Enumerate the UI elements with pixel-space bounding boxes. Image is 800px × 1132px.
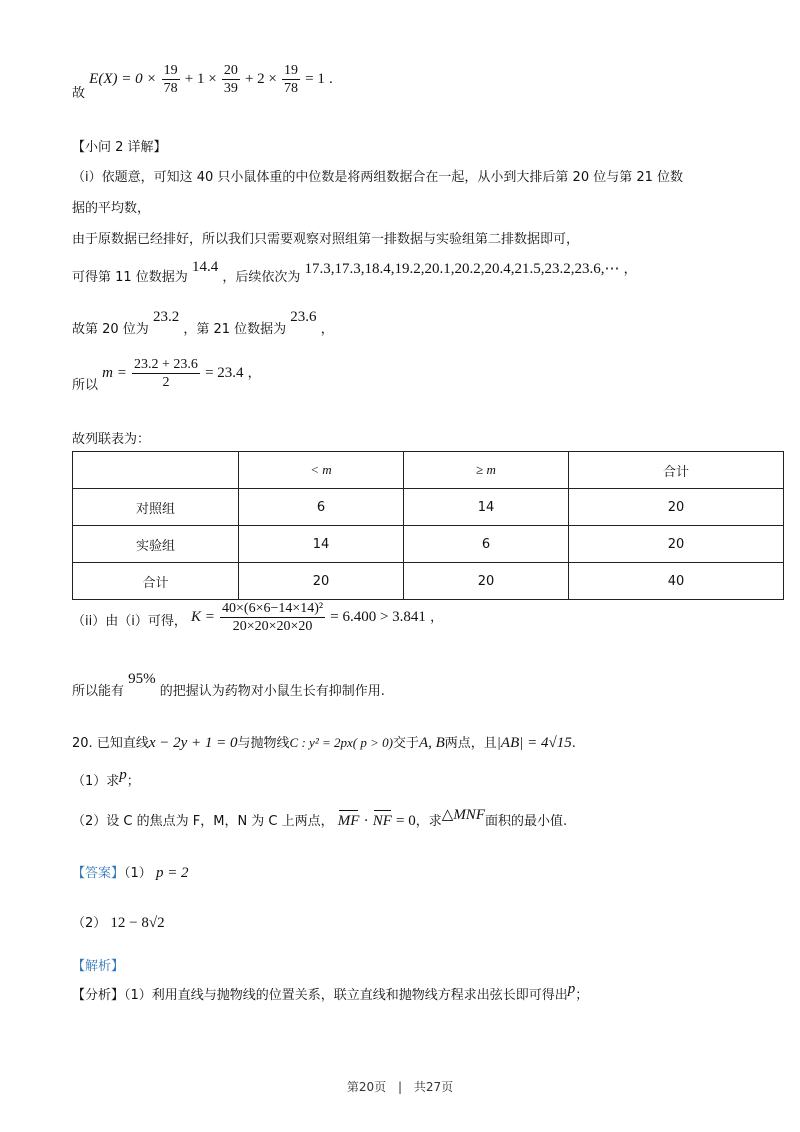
- operator-2: + 2 ×: [244, 71, 277, 87]
- table-header-cell: ≥ m: [404, 452, 569, 489]
- table-row: [73, 526, 784, 563]
- answer-1: p = 2: [155, 865, 189, 881]
- section-heading: 【小问 2 详解】: [72, 140, 167, 155]
- median-fraction: $\frac{23.2 + 23.6}{2}$: [134, 357, 198, 390]
- conclusion-line: 所以能有 95% 的把握认为药物对小鼠生长有抑制作用.: [72, 671, 385, 699]
- intro-end: .: [329, 71, 333, 87]
- subquestion-1: （1）求p；: [72, 767, 140, 789]
- k-lhs: K =: [190, 609, 215, 625]
- table-header-cell: [73, 452, 239, 489]
- fraction-1: $\frac{19}{78}$: [163, 63, 178, 96]
- table-cell: 40: [569, 563, 784, 600]
- median-positions-line: 故第 20 位为 23.2 ，第 21 位数据为 23.6 ，: [72, 309, 334, 337]
- page-total: 共27页: [413, 1080, 454, 1094]
- points-ab: A, B: [418, 735, 445, 751]
- chord-length: |AB| = 4√15: [496, 735, 572, 751]
- median-result: = 23.4: [205, 365, 244, 381]
- fraction-2: $\frac{20}{39}$: [223, 63, 238, 96]
- fenxi-tag: 【分析】: [72, 988, 125, 1003]
- table-cell: 实验组: [73, 526, 239, 563]
- paragraph-line: 由于原数据已经排好，所以我们只需要观察对照组第一排数据与实验组第二排数据即可，: [72, 232, 580, 247]
- table-cell: 20: [404, 563, 569, 600]
- vector-mf: MF: [337, 813, 360, 829]
- table-row: [73, 489, 784, 526]
- footer-separator: |: [397, 1080, 403, 1094]
- fraction-3: $\frac{19}{78}$: [284, 63, 299, 96]
- parabola-equation: C : y² = 2px( p > 0): [289, 735, 393, 750]
- analysis-tag: 【解析】: [72, 959, 125, 974]
- var-p: p: [567, 981, 576, 997]
- table-row: [73, 563, 784, 600]
- answer-line-1: 【答案】（1） p = 2: [72, 865, 189, 881]
- line-equation: x − 2y + 1 = 0: [148, 735, 238, 751]
- answer-2: 12 − 8√2: [110, 915, 165, 931]
- answer-tag: 【答案】: [72, 866, 125, 881]
- expectation-lhs: E(X) = 0 ×: [89, 71, 157, 87]
- chi-square-fraction: $\frac{\text{40×(6×6−14×14)²}}{20\times 20\times 20\times 20}$: [222, 601, 324, 634]
- var-p: p: [119, 767, 127, 783]
- table-intro: 故列联表为：: [72, 432, 151, 447]
- intro-prefix: 故: [72, 86, 86, 101]
- table-header-row: [73, 452, 784, 489]
- sequence-values: 17.3,17.3,18.4,19.2,20.1,20.2,20.4,21.5,23.2,23.6,⋯: [304, 261, 620, 277]
- median-formula-line: 所以 m = $\frac{23.2 + 23.6}{2}$ = 23.4 ，: [72, 357, 261, 393]
- triangle-mnf: △MNF: [441, 807, 485, 823]
- table-header-cell: 合计: [569, 452, 784, 489]
- paragraph-line: （i）依题意，可知这 40 只小鼠体重的中位数是将两组数据合在一起，从小到大排后第 20 位与第 21 位数: [72, 170, 684, 185]
- eleventh-value: 14.4: [191, 259, 219, 275]
- paragraph-line: 据的平均数，: [72, 201, 151, 216]
- page-footer: [0, 1078, 800, 1095]
- table-cell: 6: [404, 526, 569, 563]
- question-20-stem: 20. 已知直线x − 2y + 1 = 0与抛物线C : y² = 2px( p > 0)交于A, B两点，且|AB| = 4√15.: [72, 735, 576, 751]
- table-cell: 20: [569, 489, 784, 526]
- page-number: 第20页: [346, 1080, 387, 1094]
- chi-square-result: = 6.400 > 3.841: [330, 609, 426, 625]
- contingency-table: [72, 451, 784, 600]
- table-cell: 6: [239, 489, 404, 526]
- expectation-result: = 1: [305, 71, 325, 87]
- subquestion-2: （2）设 C 的焦点为 F，M，N 为 C 上两点， MF · NF = 0，求△MNF面积的最小值.: [72, 807, 568, 829]
- confidence-percent: 95%: [128, 671, 156, 687]
- twentieth-value: 23.2: [152, 309, 180, 325]
- table-header-cell: < m: [239, 452, 404, 489]
- expectation-line: [72, 62, 333, 102]
- median-lhs: m =: [102, 365, 127, 381]
- table-cell: 20: [239, 563, 404, 600]
- table-cell: 20: [569, 526, 784, 563]
- table-cell: 14: [404, 489, 569, 526]
- question-number: 20.: [72, 736, 93, 751]
- twentyfirst-value: 23.6: [290, 309, 317, 325]
- answer-line-2: （2） 12 − 8√2: [72, 915, 165, 931]
- vector-nf: NF: [372, 813, 392, 829]
- operator-1: + 1 ×: [184, 71, 217, 87]
- chi-square-line: （ii）由（i）可得， K = $\frac{\text{40×(6×6−14×14)²}}{20\times 20\times 20\times 20}$ = 6.400 > 3.841 ，: [72, 601, 444, 634]
- table-cell: 合计: [73, 563, 239, 600]
- table-cell: 对照组: [73, 489, 239, 526]
- analysis-line: 【分析】（1）利用直线与抛物线的位置关系，联立直线和抛物线方程求出弦长即可得出p；: [72, 981, 589, 1003]
- sequence-line: 可得第 11 位数据为 14.4 ，后续依次为 17.3,17.3,18.4,19.2,20.1,20.2,20.4,21.5,23.2,23.6,⋯ ，: [72, 259, 637, 285]
- table-cell: 14: [239, 526, 404, 563]
